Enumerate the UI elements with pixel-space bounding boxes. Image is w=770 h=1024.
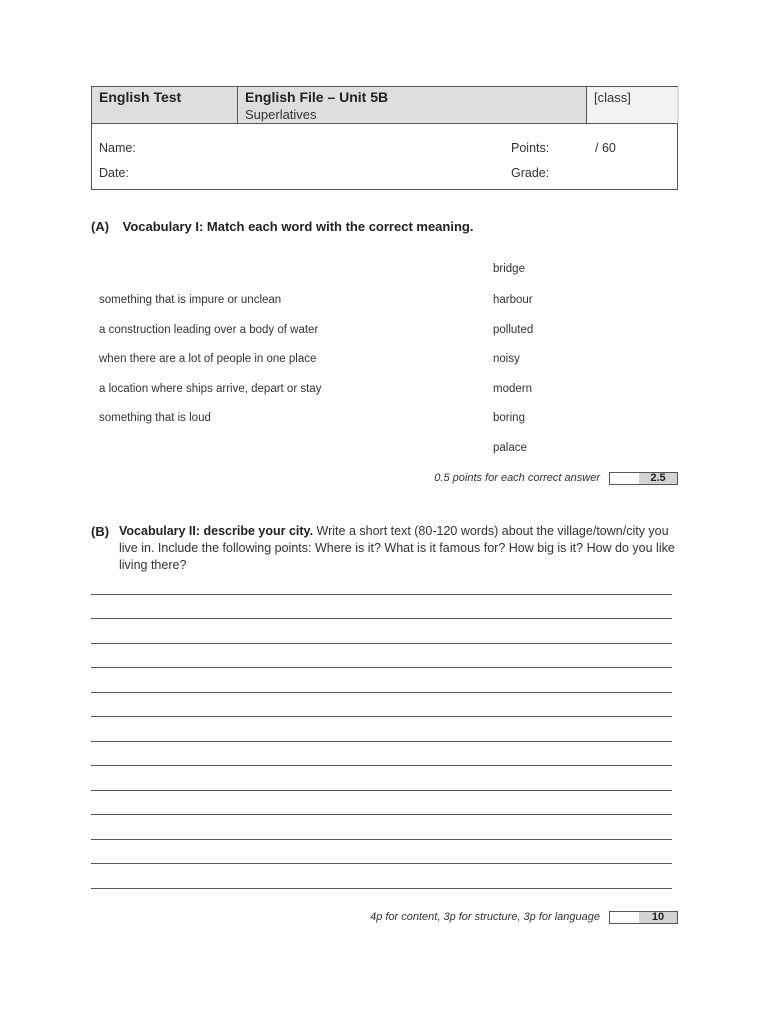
writing-line[interactable] — [91, 839, 672, 840]
class-cell — [586, 87, 677, 123]
section-b-task — [119, 523, 684, 574]
topic: Superlatives — [245, 107, 317, 122]
book-title: English File – Unit 5B — [245, 89, 389, 105]
test-label-cell — [92, 87, 238, 123]
writing-line[interactable] — [91, 888, 672, 889]
section-a-heading: Vocabulary I: Match each word with the correct meaning. — [122, 219, 474, 234]
writing-line[interactable] — [91, 863, 672, 864]
test-label: English Test — [99, 89, 182, 105]
grade-label: Grade: — [511, 166, 550, 180]
word-item: bridge — [493, 263, 525, 275]
writing-line[interactable] — [91, 765, 672, 766]
section-a-points-box — [609, 472, 678, 485]
section-b-points-box — [609, 911, 678, 924]
writing-line[interactable] — [91, 741, 672, 742]
word-item: boring — [493, 412, 525, 424]
points-total: / 60 — [595, 141, 616, 155]
writing-line[interactable] — [91, 643, 672, 644]
section-a-title — [91, 219, 473, 234]
writing-line[interactable] — [91, 716, 672, 717]
header-table — [91, 86, 678, 190]
points-label: Points: — [511, 141, 550, 155]
meaning-item: something that is loud — [99, 412, 211, 424]
section-a-points-value: 2.5 — [639, 473, 677, 484]
word-item: noisy — [493, 353, 520, 365]
header-top-row — [92, 87, 677, 124]
section-b-heading: Vocabulary II: describe your city. — [119, 524, 314, 538]
writing-line[interactable] — [91, 692, 672, 693]
meaning-item: a construction leading over a body of water — [99, 324, 319, 336]
name-label: Name: — [99, 141, 136, 155]
word-item: modern — [493, 383, 532, 395]
section-b-points-value: 10 — [639, 912, 677, 923]
writing-line[interactable] — [91, 618, 672, 619]
writing-line[interactable] — [91, 790, 672, 791]
word-item: palace — [493, 442, 527, 454]
writing-line[interactable] — [91, 594, 672, 595]
section-a-label: (A) — [91, 219, 110, 234]
section-b-points-note: 4p for content, 3p for structure, 3p for language — [370, 911, 600, 923]
section-a-points-note: 0.5 points for each correct answer — [434, 472, 600, 484]
date-label: Date: — [99, 166, 129, 180]
word-item: harbour — [493, 294, 533, 306]
section-b-instructions: Write a short text (80-120 words) about the village/town/city you live in. Include the following points: Where is it? What is it famous for? How big is it? How do you like living there? — [119, 524, 675, 572]
word-item: polluted — [493, 324, 534, 336]
meaning-item: a location where ships arrive, depart or stay — [99, 383, 322, 395]
section-b-label: (B) — [91, 524, 110, 539]
class-label: [class] — [594, 90, 631, 105]
score-blank[interactable] — [610, 912, 640, 923]
meaning-item: something that is impure or unclean — [99, 294, 282, 306]
meaning-item: when there are a lot of people in one place — [99, 353, 317, 365]
writing-line[interactable] — [91, 667, 672, 668]
writing-line[interactable] — [91, 814, 672, 815]
score-blank[interactable] — [610, 473, 640, 484]
